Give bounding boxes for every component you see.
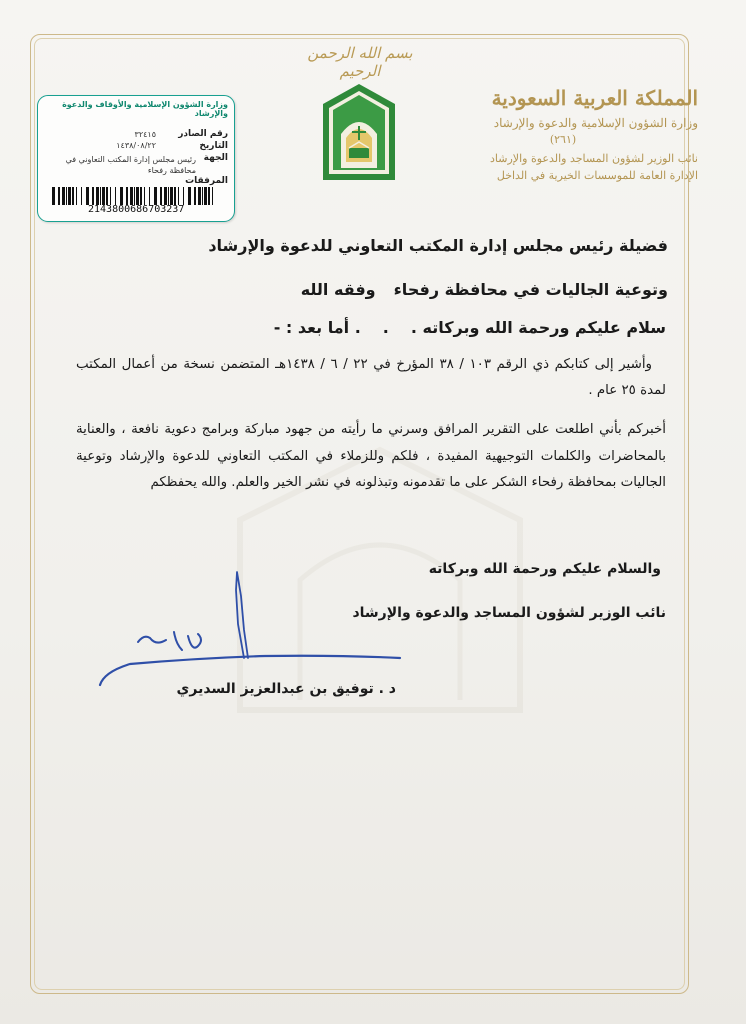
stamp-dest-value: رئيس مجلس إدارة المكتب التعاوني في محافظة رفحاء bbox=[65, 155, 196, 175]
stamp-ministry: وزارة الشؤون الإسلامية والأوقاف والدعوة والإرشاد bbox=[62, 100, 228, 118]
addressee-line-1: فضيلة رئيس مجلس إدارة المكتب التعاوني للدعوة والإرشاد bbox=[208, 236, 668, 255]
stamp-attach-label: المرفقات bbox=[185, 176, 228, 186]
addressee-line-2: وتوعية الجاليات في محافظة رفحاءوفقه الله bbox=[300, 280, 668, 299]
stamp-date-value: ١٤٣٨/٠٨/٢٢ bbox=[116, 141, 156, 150]
stamp-ref-label: رقم الصادر bbox=[178, 129, 228, 139]
letterhead-deputy: نائب الوزير لشؤون المساجد والدعوة والإرشاد bbox=[490, 152, 698, 165]
stamp-date-label: التاريخ bbox=[199, 141, 228, 151]
signatory-name: د . توفيق بن عبدالعزيز السديري bbox=[176, 681, 396, 697]
letterhead-department: الإدارة العامة للموسسات الخيرية في الداخل bbox=[496, 169, 698, 182]
ministry-name: وزارة الشؤون الإسلامية والدعوة والإرشاد bbox=[493, 116, 698, 130]
basmala: بسم الله الرحمن الرحيم bbox=[307, 44, 413, 80]
signatory-title: نائب الوزير لشؤون المساجد والدعوة والإرشاد bbox=[352, 605, 666, 621]
letterhead-text bbox=[468, 86, 698, 184]
stamp-dest-label: الجهة bbox=[203, 153, 228, 163]
stamp-ref-value: ٣٢٤١٥ bbox=[134, 130, 156, 139]
closing-salutation: والسلام عليكم ورحمة الله وبركاته bbox=[428, 561, 661, 577]
handwritten-signature bbox=[90, 560, 420, 710]
paragraph-reference: وأشير إلى كتابكم ذي الرقم ١٠٣ / ٣٨ المؤرخ في ٢٢ / ٦ / ١٤٣٨هـ المتضمن نسخة من أعمال المكتب لمدة ٢٥ عام . bbox=[76, 357, 666, 398]
kingdom-name: المملكة العربية السعودية bbox=[491, 86, 698, 110]
ministry-emblem-icon bbox=[319, 82, 399, 184]
barcode-number: 2143800686703237 bbox=[88, 204, 185, 215]
outgoing-stamp bbox=[37, 95, 235, 222]
paragraph-body: أخبركم بأني اطلعت على التقرير المرافق وسرني ما رأيته من جهود مباركة وبرامج دعوية نافعة ، والعناية بالمحاضرات والكلمات التوجيهية المفيدة ، فلكم وللزملاء في المكتب التعاوني للدعوة والإرشاد وتوعية الجاليات بمحافظة رفحاء الشكر على ما تقدمونه وتبذلونه في نشر الخير والعلم. والله يحفظكم bbox=[76, 422, 666, 490]
letterhead-code: (٢٦١) bbox=[549, 133, 577, 146]
barcode-icon bbox=[52, 187, 218, 205]
greeting: سلام عليكم ورحمة الله وبركاته ... أما بعد : - bbox=[273, 318, 666, 337]
